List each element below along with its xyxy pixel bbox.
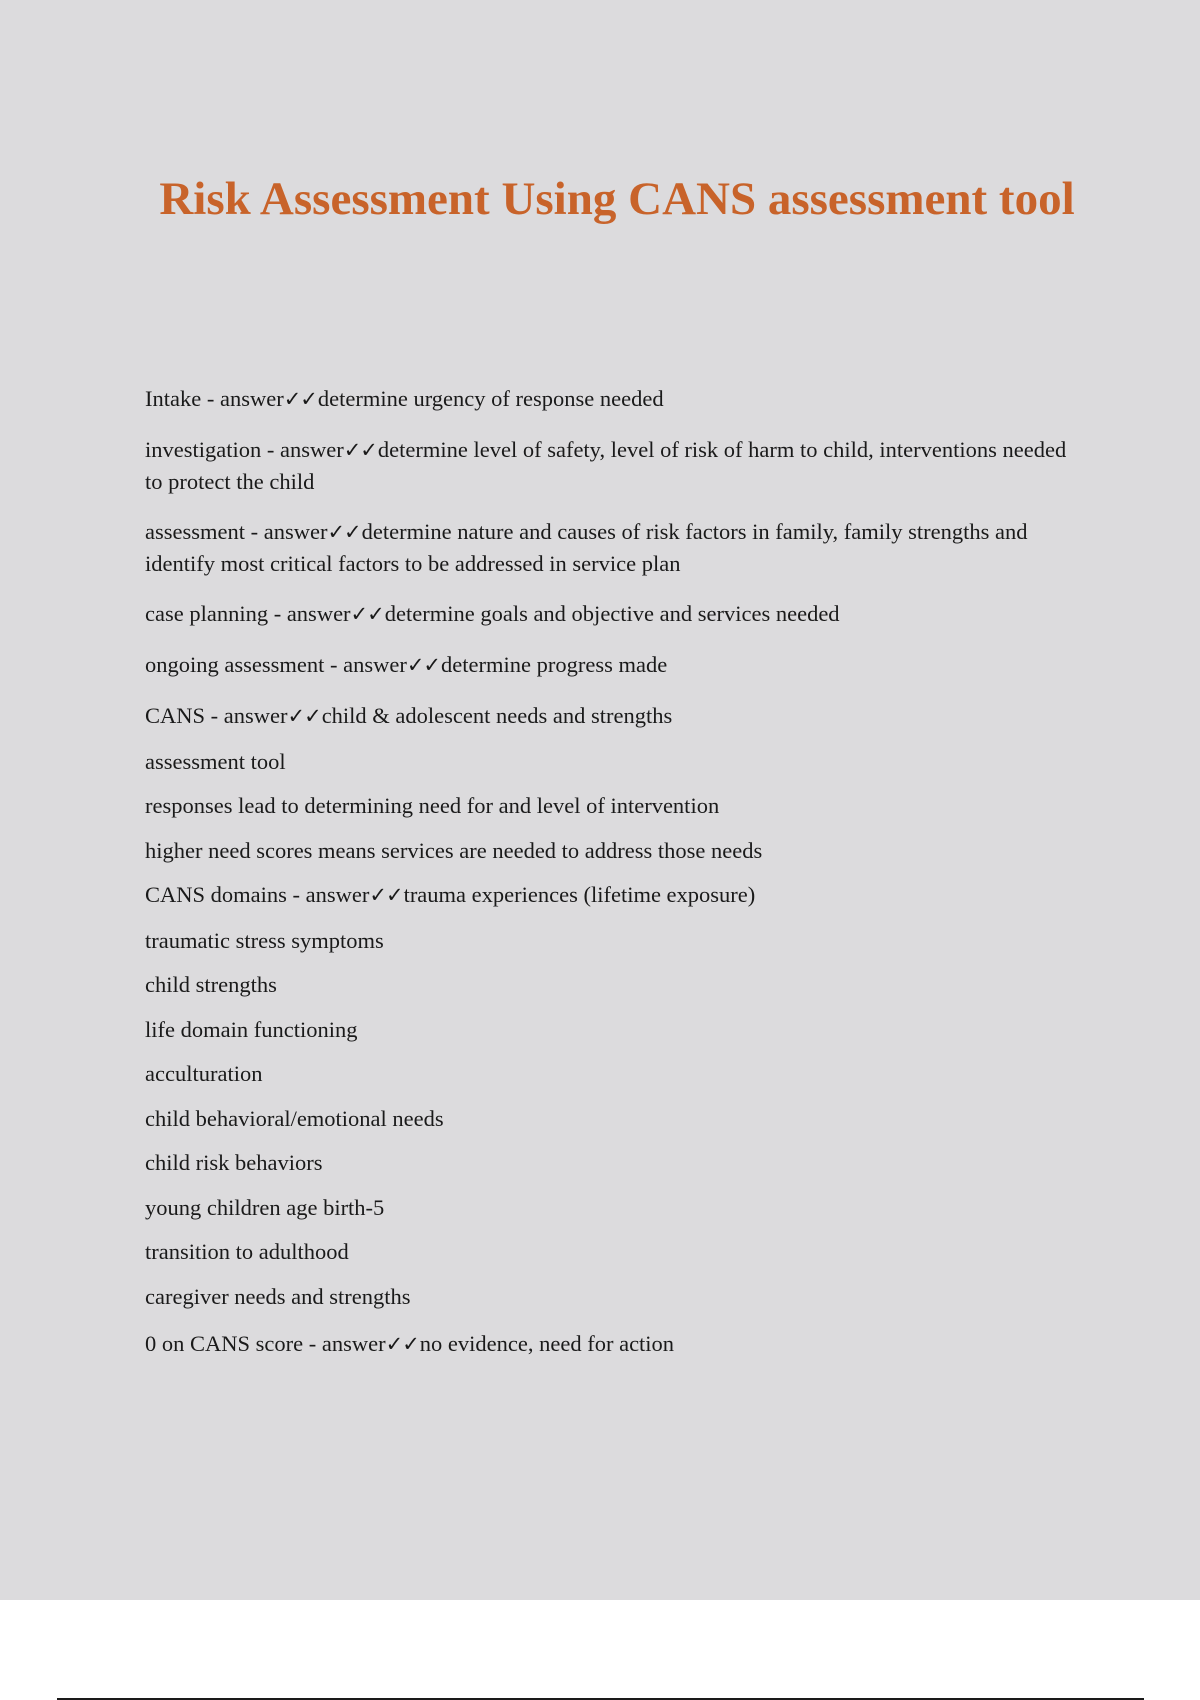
item-text: acculturation [145, 1061, 263, 1086]
item-definition: trauma experiences (lifetime exposure) [403, 882, 756, 907]
page-title: Risk Assessment Using CANS assessment tool [159, 173, 1075, 225]
double-check-icon: ✓✓ [406, 653, 441, 677]
item-definition: no evidence, need for action [419, 1330, 675, 1356]
double-check-icon: ✓✓ [343, 438, 377, 462]
list-item [145, 1281, 1075, 1312]
item-definition: child & adolescent needs and strengths [321, 703, 673, 728]
list-item [145, 1014, 1075, 1045]
list-item [145, 1328, 1075, 1360]
list-item [145, 879, 1075, 911]
item-term: Intake - answer [145, 386, 284, 411]
item-text: assessment tool [145, 748, 286, 774]
list-item [145, 925, 1075, 956]
list-item [145, 746, 1075, 777]
item-term: case planning - answer [145, 601, 351, 626]
list-item [145, 700, 1075, 732]
item-definition: determine nature and causes of risk factors in family, family strengths and identify most critical factors to be addressed in service plan [145, 519, 1028, 576]
item-text: child strengths [145, 972, 277, 997]
double-check-icon: ✓✓ [327, 520, 361, 544]
double-check-icon: ✓✓ [385, 1331, 419, 1356]
item-term: ongoing assessment - answer [145, 652, 407, 677]
list-item [145, 649, 1075, 681]
list-item [145, 1147, 1075, 1178]
list-item [145, 1103, 1075, 1134]
list-item [145, 790, 1075, 821]
list-item [145, 598, 1075, 630]
item-text: higher need scores means services are needed to address those needs [145, 837, 763, 863]
item-definition: determine progress made [441, 652, 668, 677]
double-check-icon: ✓✓ [350, 602, 384, 626]
double-check-icon: ✓✓ [283, 387, 317, 411]
list-item [145, 516, 1075, 579]
item-term: investigation - answer [145, 437, 344, 462]
item-text: caregiver needs and strengths [145, 1283, 411, 1309]
list-item [145, 1236, 1075, 1267]
list-item [145, 434, 1075, 497]
qa-list [145, 383, 1075, 1360]
item-text: traumatic stress symptoms [145, 927, 384, 953]
list-item [145, 1058, 1075, 1089]
item-definition: determine goals and objective and services needed [384, 601, 840, 626]
item-text: responses lead to determining need for and level of intervention [145, 793, 720, 818]
list-item [145, 969, 1075, 1000]
item-term: 0 on CANS score - answer [145, 1330, 386, 1356]
double-check-icon: ✓✓ [369, 883, 403, 907]
item-text: transition to adulthood [145, 1239, 349, 1264]
item-text: life domain functioning [145, 1016, 358, 1042]
item-term: CANS domains - answer [145, 882, 370, 907]
item-text: young children age birth-5 [145, 1194, 385, 1220]
item-definition: determine urgency of response needed [317, 386, 664, 411]
item-term: CANS - answer [145, 703, 288, 728]
list-item [145, 835, 1075, 866]
item-text: child behavioral/emotional needs [145, 1105, 444, 1131]
list-item [145, 1192, 1075, 1223]
item-definition: determine level of safety, level of risk of harm to child, interventions needed to protect the child [145, 437, 1067, 494]
list-item [145, 383, 1075, 415]
double-check-icon: ✓✓ [287, 704, 321, 728]
item-term: assessment - answer [145, 519, 328, 544]
item-text: child risk behaviors [145, 1150, 323, 1175]
